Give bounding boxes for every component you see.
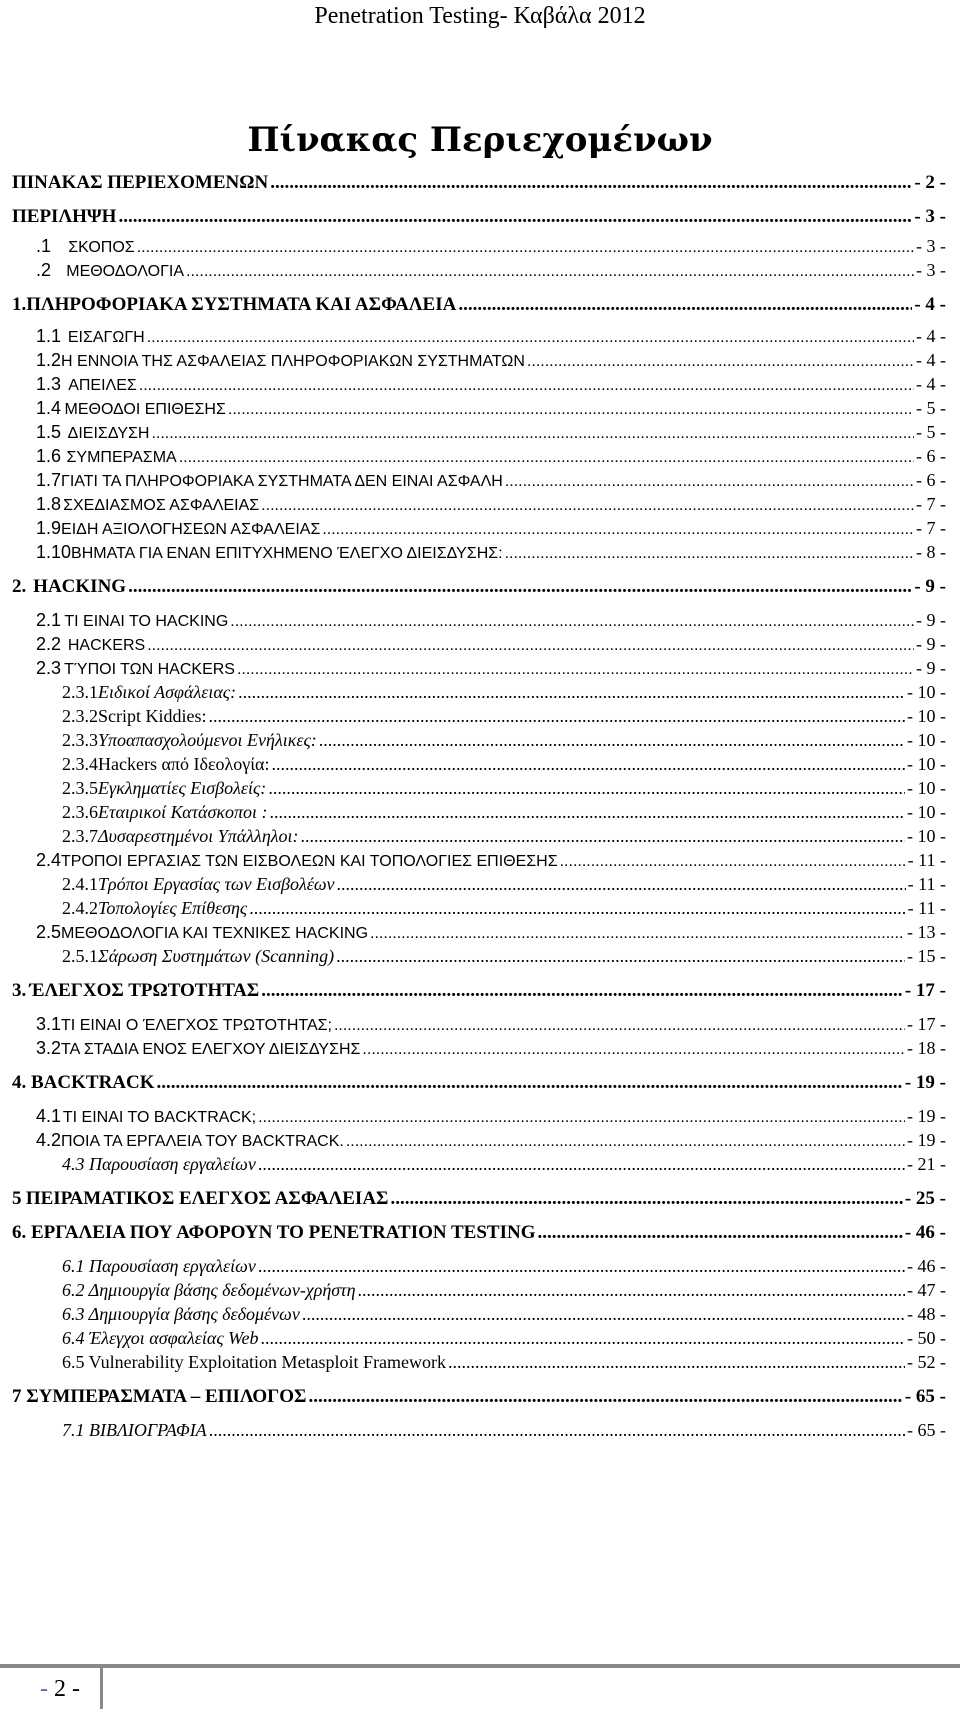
toc-entry (12, 576, 946, 598)
toc-leader-dots (139, 377, 914, 395)
toc-leader-dots (270, 172, 912, 194)
toc-entry-label: ΜΕΘΟΔΟΛΟΓΙΑ (66, 263, 185, 280)
toc-entry (12, 658, 946, 679)
footer-page-value: 2 (54, 1676, 66, 1702)
toc-entry-number: 3. (12, 980, 27, 1001)
toc-leader-dots (334, 1017, 905, 1035)
toc-entry-page: - 10 - (907, 706, 946, 726)
toc-entry-label: Hackers από Ιδεολογία: (98, 754, 270, 774)
toc-entry-label: 4.3 Παρουσίαση εργαλείων (62, 1154, 256, 1174)
toc-entry (12, 634, 946, 655)
toc-leader-dots (308, 1386, 902, 1408)
toc-entry (12, 802, 946, 823)
toc-leader-dots (261, 497, 914, 515)
toc-entry-label: ΠΟΙΑ ΤΑ ΕΡΓΑΛΕΙΑ ΤΟΥ BACKTRACK. (61, 1133, 344, 1150)
toc-leader-dots (238, 682, 905, 703)
toc-entry-page: - 50 - (907, 1328, 946, 1348)
footer-page-number (40, 1676, 80, 1703)
toc-entry-label: ΣΧΕΔΙΑΣΜΟΣ ΑΣΦΑΛΕΙΑΣ (63, 497, 260, 514)
toc-entry-number: 1.3 (36, 374, 62, 394)
toc-entry (12, 826, 946, 847)
toc-leader-dots (261, 980, 903, 1002)
toc-entry-page: - 46 - (904, 1222, 946, 1243)
toc-entry-number: 2.4.1 (62, 874, 98, 894)
toc-leader-dots (118, 206, 912, 228)
toc-leader-dots (271, 754, 905, 775)
toc-leader-dots (458, 294, 912, 316)
toc-entry-page: - 9 - (916, 634, 946, 654)
toc-entry-label: Σάρωση Συστημάτων (Scanning) (98, 946, 335, 966)
toc-entry-page: - 11 - (907, 898, 946, 918)
toc-entry-page: - 6 - (916, 470, 946, 490)
toc-entry-page: - 4 - (916, 326, 946, 346)
toc-entry (12, 294, 946, 316)
toc-entry (12, 1304, 946, 1325)
toc-entry-label: Εταιρικοί Κατάσκοποι : (98, 802, 268, 822)
toc-entry-page: - 4 - (916, 374, 946, 394)
toc-entry (12, 470, 946, 491)
toc-title: Πίνακας Περιεχομένων (247, 120, 713, 160)
toc-entry (12, 980, 946, 1002)
toc-entry-number: 1.1 (36, 326, 62, 346)
toc-leader-dots (370, 925, 905, 943)
toc-entry-number: 3.2 (36, 1038, 62, 1058)
toc-entry-label: 6.3 Δημιουργία βάσης δεδομένων (62, 1304, 300, 1324)
toc-entry-label: ΣΥΜΠΕΡΑΣΜΑ (66, 449, 177, 466)
toc-entry-page: - 9 - (916, 610, 946, 630)
toc-entry (12, 946, 946, 967)
toc-entry-page: - 3 - (916, 260, 946, 280)
toc-entry-page: - 10 - (907, 778, 946, 798)
toc-entry-page: - 46 - (907, 1256, 946, 1276)
toc-entry-page: - 8 - (916, 542, 946, 562)
toc-entry-number: 2. (12, 576, 27, 597)
toc-entry-page: - 19 - (907, 1130, 946, 1150)
toc-leader-dots (302, 1304, 905, 1325)
toc-entry-label: 7 ΣΥΜΠΕΡΑΣΜΑΤΑ – ΕΠΙΛΟΓΟΣ (12, 1386, 307, 1407)
toc-leader-dots (322, 521, 914, 539)
toc-entry-label: Η ΕΝΝΟΙΑ ΤΗΣ ΑΣΦΑΛΕΙΑΣ ΠΛΗΡΟΦΟΡΙΑΚΩΝ ΣΥΣΤΗΜΑΤΩΝ (61, 353, 525, 370)
toc-entry-page: - 5 - (916, 398, 946, 418)
toc-leader-dots (505, 473, 914, 491)
toc-entry-page: - 52 - (907, 1352, 946, 1372)
toc-entry-number: 2.3.7 (62, 826, 98, 846)
toc-entry-number: 2.2 (36, 634, 62, 654)
toc-entry-label: Εγκληματίες Εισβολείς: (98, 778, 267, 798)
toc-entry-page: - 47 - (907, 1280, 946, 1300)
toc-entry-page: - 9 - (916, 658, 946, 678)
toc-entry (12, 754, 946, 775)
toc-entry-label: Τοπολογίες Επίθεσης (98, 898, 248, 918)
toc-entry-label: ΓΙΑΤΙ ΤΑ ΠΛΗΡΟΦΟΡΙΑΚΑ ΣΥΣΤΗΜΑΤΑ ΔΕΝ ΕΙΝΑΙ ΑΣΦΑΛΗ (61, 473, 503, 490)
toc-entry-label: Ειδικοί Ασφάλειας: (98, 682, 237, 702)
toc-leader-dots (362, 1041, 905, 1059)
toc-entry-number: 4.1 (36, 1106, 62, 1126)
toc-entry-label: 6.2 Δημιουργία βάσης δεδομένων-χρήστη (62, 1280, 356, 1300)
toc-entry-number: 2.5 (36, 922, 62, 942)
toc-entry-label: ΠΕΡΙΛΗΨΗ (12, 206, 117, 227)
toc-leader-dots (270, 802, 905, 823)
toc-leader-dots (268, 778, 905, 799)
toc-entry (12, 610, 946, 631)
toc-entry (12, 1130, 946, 1151)
toc-entry-label: 6.1 Παρουσίαση εργαλείων (62, 1256, 256, 1276)
toc-entry-number: 1.7 (36, 470, 62, 490)
toc-entry-number: 2.3.1 (62, 682, 98, 702)
toc-entry-page: - 6 - (916, 446, 946, 466)
toc-entry (12, 172, 946, 194)
toc-entry-label: ΕΙΔΗ ΑΞΙΟΛΟΓΗΣΕΩΝ ΑΣΦΑΛΕΙΑΣ (61, 521, 321, 538)
toc-leader-dots (179, 449, 914, 467)
toc-entry (12, 494, 946, 515)
toc-entry-number: 2.4.2 (62, 898, 98, 918)
toc-entry (12, 682, 946, 703)
toc-leader-dots (337, 874, 906, 895)
toc-entry-label: ΜΕΘΟΔΟΙ ΕΠΙΘΕΣΗΣ (64, 401, 226, 418)
toc-leader-dots (228, 401, 914, 419)
toc-entry-number: 5 (12, 1188, 22, 1209)
toc-entry (12, 236, 946, 257)
toc-entry (12, 326, 946, 347)
toc-entry-page: - 10 - (907, 754, 946, 774)
toc-entry (12, 1222, 946, 1244)
toc-entry (12, 1014, 946, 1035)
toc-entry-page: - 4 - (916, 350, 946, 370)
toc-entry (12, 374, 946, 395)
toc-entry-label: ΠΙΝΑΚΑΣ ΠΕΡΙΕΧΟΜΕΝΩΝ (12, 172, 269, 193)
toc-entry-label: ΤΡΟΠΟΙ ΕΡΓΑΣΙΑΣ ΤΩΝ ΕΙΣΒΟΛΕΩΝ ΚΑΙ ΤΟΠΟΛΟΓΙΕΣ ΕΠΙΘΕΣΗΣ (61, 853, 558, 870)
toc-leader-dots (560, 853, 906, 871)
toc-entry-number: 1.5 (36, 422, 62, 442)
toc-entry-page: - 3 - (916, 236, 946, 256)
toc-leader-dots (147, 637, 914, 655)
toc-entry-page: - 48 - (907, 1304, 946, 1324)
toc-leader-dots (319, 730, 905, 751)
toc-leader-dots (258, 1256, 905, 1277)
toc-leader-dots (301, 826, 905, 847)
toc-entry (12, 206, 946, 228)
toc-entry-label: ΠΛΗΡΟΦΟΡΙΑΚΑ ΣΥΣΤΗΜΑΤΑ ΚΑΙ ΑΣΦΑΛΕΙΑ (26, 294, 457, 315)
toc-leader-dots (209, 1420, 905, 1441)
toc-leader-dots (448, 1352, 905, 1373)
toc-entry (12, 1072, 946, 1094)
toc-leader-dots (151, 425, 914, 443)
toc-leader-dots (260, 1328, 905, 1349)
toc-leader-dots (505, 545, 914, 563)
toc-leader-dots (128, 576, 912, 598)
toc-entry-number: 2.3.4 (62, 754, 98, 774)
toc-entry (12, 1328, 946, 1349)
toc-entry-number: 3.1 (36, 1014, 62, 1034)
toc-entry-number: 2.4 (36, 850, 62, 870)
toc-leader-dots (358, 1280, 905, 1301)
toc-entry (12, 260, 946, 281)
toc-entry-number: .1 (36, 236, 52, 256)
toc-entry-page: - 15 - (907, 946, 946, 966)
toc-entry-number: 1.2 (36, 350, 62, 370)
toc-entry (12, 350, 946, 371)
toc-entry-page: - 19 - (904, 1072, 946, 1093)
footer-dash-left: - (40, 1676, 48, 1702)
toc-entry-page: - 9 - (914, 576, 946, 597)
toc-entry-page: - 3 - (914, 206, 946, 227)
toc-entry-number: 4.2 (36, 1130, 62, 1150)
toc-entry-page: - 4 - (914, 294, 946, 315)
toc-entry (12, 1038, 946, 1059)
toc-entry-label: 6.4 Έλεγχοι ασφαλείας Web (62, 1328, 259, 1348)
toc-entry-page: - 18 - (907, 1038, 946, 1058)
toc-entry-label: Script Kiddies: (98, 706, 207, 726)
toc-entry-page: - 25 - (904, 1188, 946, 1209)
toc-entry-label: 4. BACKTRACK (12, 1072, 155, 1093)
toc-entry (12, 850, 946, 871)
toc-entry-number: 1.8 (36, 494, 62, 514)
toc-entry-label: HACKING (33, 576, 127, 597)
toc-entry-label: ΒΗΜΑΤΑ ΓΙΑ ΕΝΑΝ ΕΠΙΤΥΧΗΜΕΝΟ ΈΛΕΓΧΟ ΔΙΕΙΣΔΥΣΗΣ: (71, 545, 503, 562)
toc-leader-dots (230, 613, 914, 631)
toc-entry-page: - 17 - (907, 1014, 946, 1034)
toc-entry-label: HACKERS (67, 637, 146, 654)
toc-entry-label: Δυσαρεστημένοι Υπάλληλοι: (98, 826, 299, 846)
toc-entry (12, 922, 946, 943)
toc-entry-page: - 11 - (907, 874, 946, 894)
toc-leader-dots (147, 329, 914, 347)
toc-entry-label: ΔΙΕΙΣΔΥΣΗ (67, 425, 150, 442)
toc-leader-dots (258, 1109, 905, 1127)
toc-entry-label: Τρόποι Εργασίας των Εισβολέων (98, 874, 335, 894)
toc-entry-number: 1. (12, 294, 27, 315)
toc-leader-dots (157, 1072, 903, 1094)
toc-entry (12, 1386, 946, 1408)
toc-entry-page: - 7 - (916, 518, 946, 538)
toc-entry-label: ΑΠΕΙΛΕΣ (68, 377, 137, 394)
toc-entry-page: - 17 - (904, 980, 946, 1001)
toc-entry-number: 1.10 (36, 542, 72, 562)
toc-entry-page: - 21 - (907, 1154, 946, 1174)
toc-entry-page: - 5 - (916, 422, 946, 442)
toc-entry-number: 2.3.6 (62, 802, 98, 822)
toc-entry-label: ΠΕΙΡΑΜΑΤΙΚΟΣ ΕΛΕΓΧΟΣ ΑΣΦΑΛΕΙΑΣ (25, 1188, 389, 1209)
toc-leader-dots (527, 353, 914, 371)
toc-entry (12, 898, 946, 919)
toc-leader-dots (186, 263, 914, 281)
toc-entry-page: - 65 - (907, 1420, 946, 1440)
toc-entry-label: ΤΙ ΕΙΝΑΙ ΤΟ HACKING (64, 613, 229, 630)
toc-leader-dots (336, 946, 905, 967)
toc-entry-page: - 11 - (907, 850, 946, 870)
toc-entry-label: ΤΙ ΕΙΝΑΙ ΤΟ BACKTRACK; (62, 1109, 257, 1126)
toc-entry-page: - 10 - (907, 826, 946, 846)
toc-entry (12, 874, 946, 895)
toc-entry (12, 778, 946, 799)
toc-entry-number: .2 (36, 260, 52, 280)
toc-entry (12, 518, 946, 539)
toc-entry-number: 1.6 (36, 446, 62, 466)
toc-leader-dots (537, 1222, 902, 1244)
toc-leader-dots (258, 1154, 905, 1175)
toc-entry (12, 1188, 946, 1210)
toc-entry-label: 6.5 Vulnerability Exploitation Metasploit Framework (62, 1352, 447, 1372)
toc-leader-dots (390, 1188, 902, 1210)
toc-entry-number: 2.3 (36, 658, 62, 678)
toc-entry (12, 730, 946, 751)
toc-entry (12, 1256, 946, 1277)
toc-leader-dots (137, 239, 914, 257)
toc-leader-dots (209, 706, 906, 727)
footer-rule (0, 1664, 960, 1668)
toc-entry-page: - 7 - (916, 494, 946, 514)
toc-entry-label: 6. ΕΡΓΑΛΕΙΑ ΠΟΥ ΑΦΟΡΟΥΝ ΤΟ PENETRATION TESTING (12, 1222, 536, 1243)
toc-entry (12, 1420, 946, 1441)
toc-entry (12, 1280, 946, 1301)
footer-dash-right: - (72, 1676, 80, 1702)
toc-entry-page: - 2 - (914, 172, 946, 193)
toc-entry-number: 2.5.1 (62, 946, 98, 966)
toc-entry-label: ΤΎΠΟΙ ΤΩΝ HACKERS (64, 661, 235, 678)
toc-entry (12, 706, 946, 727)
toc-entry (12, 1154, 946, 1175)
toc-leader-dots (249, 898, 905, 919)
toc-entry (12, 446, 946, 467)
toc-entry-page: - 19 - (907, 1106, 946, 1126)
toc-entry-number: 1.9 (36, 518, 62, 538)
toc-entry-page: - 10 - (907, 802, 946, 822)
toc-entry-page: - 10 - (907, 682, 946, 702)
toc-entry-number: 2.3.5 (62, 778, 98, 798)
toc-entry-number: 2.3.2 (62, 706, 98, 726)
toc-leader-dots (237, 661, 914, 679)
toc-entry (12, 1352, 946, 1373)
toc-entry-number: 2.3.3 (62, 730, 98, 750)
toc-entry (12, 542, 946, 563)
toc-entry-page: - 13 - (907, 922, 946, 942)
toc-entry-number: 1.4 (36, 398, 62, 418)
toc-entry (12, 1106, 946, 1127)
running-header: Penetration Testing- Καβάλα 2012 (314, 3, 646, 29)
toc-entry-label: 7.1 ΒΙΒΛΙΟΓΡΑΦΙΑ (62, 1420, 207, 1440)
toc-entry-page: - 65 - (904, 1386, 946, 1407)
toc-entry-label: ΤΑ ΣΤΑΔΙΑ ΕΝΟΣ ΕΛΕΓΧΟΥ ΔΙΕΙΣΔΥΣΗΣ (61, 1041, 361, 1058)
toc-entry-page: - 10 - (907, 730, 946, 750)
toc-entry-label: ΕΙΣΑΓΩΓΗ (67, 329, 145, 346)
toc-entry (12, 422, 946, 443)
toc-entry-number: 2.1 (36, 610, 62, 630)
toc-entry-label: ΤΙ ΕΙΝΑΙ Ο ΈΛΕΓΧΟΣ ΤΡΩΤΟΤΗΤΑΣ; (61, 1017, 332, 1034)
toc-entry-label: ΜΕΘΟΔΟΛΟΓΙΑ ΚΑΙ ΤΕΧΝΙΚΕΣ HACKING (61, 925, 369, 942)
toc-entry-label: ΈΛΕΓΧΟΣ ΤΡΩΤΟΤΗΤΑΣ (29, 980, 260, 1001)
toc-leader-dots (346, 1133, 905, 1151)
toc-entry-label: ΣΚΟΠΟΣ (68, 239, 135, 256)
toc-entry-label: Υποαπασχολούμενοι Ενήλικες: (98, 730, 317, 750)
toc-entry (12, 398, 946, 419)
